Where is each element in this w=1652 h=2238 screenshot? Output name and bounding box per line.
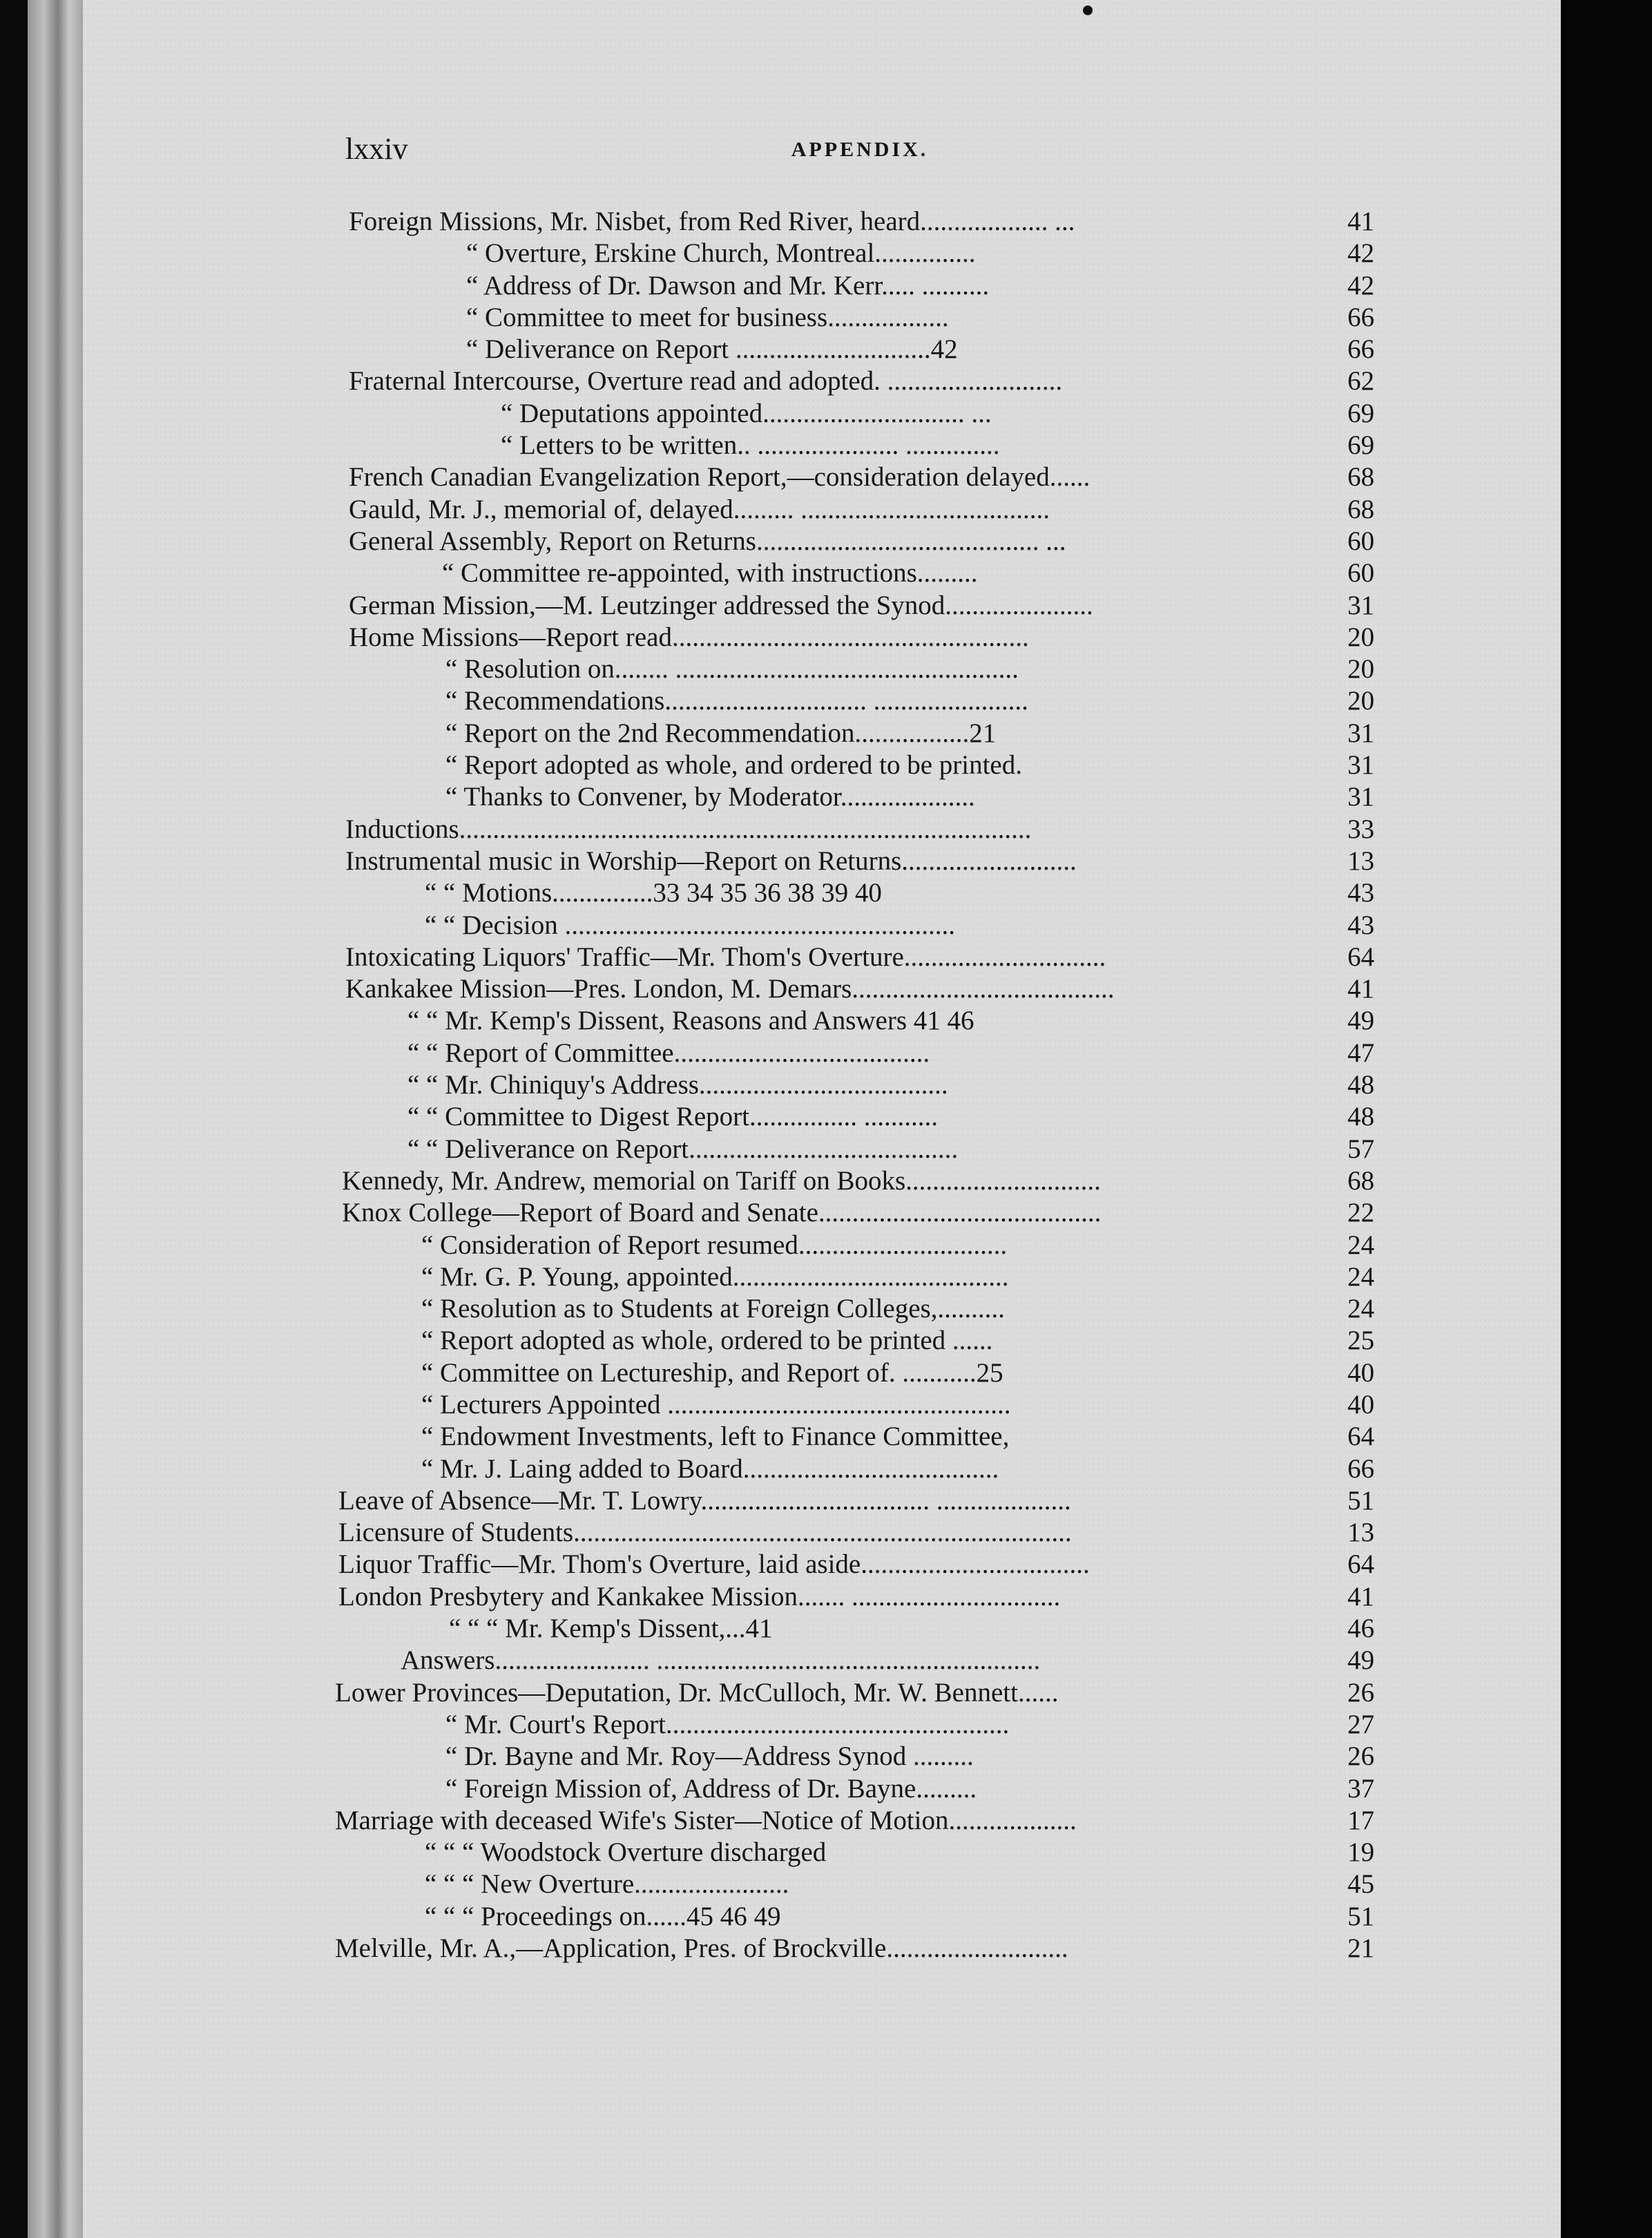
entry-page: 33 — [1347, 814, 1374, 844]
entry-text: “ Foreign Mission of, Address of Dr. Bayne......... — [445, 1773, 977, 1804]
entry-text: “ Report on the 2nd Recommendation.................21 — [445, 718, 997, 748]
entry-page: 41 — [1347, 1581, 1374, 1611]
entry-text: “ Resolution as to Students at Foreign Colleges,.......... — [421, 1294, 1005, 1324]
entry-page: 62 — [1347, 366, 1374, 396]
entry-page: 60 — [1347, 558, 1374, 589]
index-entry — [338, 1485, 1374, 1517]
entry-page: 24 — [1347, 1294, 1374, 1324]
entry-text: “ Overture, Erskine Church, Montreal............... — [466, 238, 976, 269]
index-entry — [345, 845, 1374, 877]
entry-text: “ Report adopted as whole, and ordered to be printed. — [445, 750, 1022, 781]
index-entry — [345, 461, 1374, 493]
entry-text: French Canadian Evangelization Report,—consideration delayed...... — [349, 462, 1091, 492]
index-entry — [345, 1134, 1374, 1165]
entry-text: “ “ “ Woodstock Overture discharged — [425, 1837, 827, 1868]
index-entry — [345, 590, 1374, 622]
index-entry — [345, 941, 1374, 973]
index-entry — [345, 685, 1374, 717]
index-entry — [345, 1741, 1374, 1772]
index-entry — [345, 1645, 1374, 1676]
entry-page: 20 — [1347, 654, 1374, 685]
index-entry — [345, 653, 1374, 685]
entry-page: 21 — [1347, 1933, 1374, 1964]
index-entry — [345, 1837, 1374, 1868]
index-entry — [345, 1613, 1374, 1645]
entry-page: 40 — [1347, 1357, 1374, 1388]
entry-text: Melville, Mr. A.,—Application, Pres. of Brockville........................... — [335, 1933, 1068, 1964]
index-entry — [345, 973, 1374, 1005]
entry-text: “ Lecturers Appointed ................................................... — [421, 1389, 1011, 1419]
entry-page: 51 — [1347, 1901, 1374, 1931]
entry-page: 69 — [1347, 430, 1374, 461]
entry-page: 68 — [1347, 1165, 1374, 1196]
entry-page: 49 — [1347, 1006, 1374, 1036]
index-entry — [345, 557, 1374, 589]
entry-text: Leave of Absence—Mr. T. Lowry.................................. .................... — [338, 1485, 1071, 1515]
entry-page: 66 — [1347, 334, 1374, 365]
entry-text: German Mission,—M. Leutzinger addressed the Synod...................... — [349, 590, 1093, 620]
entry-page: 60 — [1347, 526, 1374, 556]
entry-page: 31 — [1347, 782, 1374, 812]
entry-text: “ Letters to be written.. ..................... .............. — [501, 430, 1000, 461]
entry-page: 24 — [1347, 1230, 1374, 1260]
entry-text: “ “ “ Proceedings on......45 46 49 — [425, 1901, 781, 1931]
index-entry — [338, 1517, 1374, 1549]
index-entry — [345, 238, 1374, 269]
entry-page: 17 — [1347, 1805, 1374, 1835]
entry-text: Licensure of Students.......................................................................... — [338, 1518, 1072, 1548]
entry-page: 37 — [1347, 1773, 1374, 1804]
index-entry — [345, 1901, 1374, 1933]
index-entry — [342, 1165, 1374, 1197]
entry-page: 64 — [1347, 1422, 1374, 1452]
entry-text: “ Resolution on........ ................................................... — [445, 654, 1019, 685]
index-entry — [345, 1389, 1374, 1421]
entry-text: Instrumental music in Worship—Report on Returns.......................... — [345, 845, 1077, 876]
entry-page: 46 — [1347, 1614, 1374, 1644]
index-entry — [335, 1805, 1374, 1837]
entry-text: “ Consideration of Report resumed............................... — [421, 1230, 1008, 1260]
index-entry — [338, 1581, 1374, 1613]
entry-text: “ Dr. Bayne and Mr. Roy—Address Synod ......... — [445, 1741, 974, 1772]
index-entry — [345, 1037, 1374, 1069]
entry-page: 31 — [1347, 750, 1374, 781]
entry-page: 66 — [1347, 302, 1374, 332]
index-entry — [345, 1325, 1374, 1357]
entry-text: “ “ Motions...............33 34 35 36 38 39 40 — [425, 878, 882, 908]
entry-text: “ Deputations appointed.............................. ... — [501, 398, 992, 428]
entry-page: 41 — [1347, 207, 1374, 236]
entry-page: 64 — [1347, 941, 1374, 972]
entry-text: “ “ “ Mr. Kemp's Dissent,...41 — [449, 1614, 773, 1644]
entry-page: 13 — [1347, 1518, 1374, 1548]
index-entry — [345, 718, 1374, 749]
index-entry — [345, 1069, 1374, 1101]
index-entry — [335, 1933, 1374, 1964]
entry-page: 31 — [1347, 590, 1374, 620]
index-entry — [345, 270, 1374, 302]
entry-page: 26 — [1347, 1677, 1374, 1708]
index-entry — [345, 526, 1374, 557]
entry-page: 66 — [1347, 1453, 1374, 1484]
index-entries — [335, 206, 1374, 1964]
page-number: lxxiv — [345, 132, 408, 166]
entry-page: 13 — [1347, 845, 1374, 876]
entry-text: Kennedy, Mr. Andrew, memorial on Tariff on Books............................. — [342, 1165, 1101, 1196]
entry-page: 51 — [1347, 1485, 1374, 1515]
entry-text: Kankakee Mission—Pres. London, M. Demars....................................... — [345, 974, 1115, 1004]
index-entry — [335, 1677, 1374, 1709]
index-entry — [345, 749, 1374, 781]
entry-page: 19 — [1347, 1837, 1374, 1868]
index-entry — [345, 1357, 1374, 1389]
entry-text: “ “ Committee to Digest Report................ ........... — [407, 1102, 938, 1132]
entry-page: 42 — [1347, 238, 1374, 269]
entry-text: “ Report adopted as whole, ordered to be printed ...... — [421, 1326, 993, 1356]
entry-page: 41 — [1347, 974, 1374, 1004]
entry-page: 43 — [1347, 878, 1374, 908]
index-entry — [345, 1005, 1374, 1037]
index-entry — [345, 1868, 1374, 1900]
index-entry — [345, 430, 1374, 461]
entry-text: Intoxicating Liquors' Traffic—Mr. Thom's Overture.............................. — [345, 941, 1106, 972]
entry-text: “ “ Mr. Chiniquy's Address..................................... — [407, 1070, 948, 1100]
entry-page: 68 — [1347, 494, 1374, 524]
entry-text: Marriage with deceased Wife's Sister—Notice of Motion................... — [335, 1805, 1077, 1835]
ink-speck — [1083, 6, 1093, 15]
index-entry — [345, 1101, 1374, 1133]
entry-text: Fraternal Intercourse, Overture read and adopted. .......................... — [349, 366, 1063, 396]
index-entry — [338, 1549, 1374, 1580]
entry-text: “ Thanks to Convener, by Moderator.................... — [445, 782, 975, 812]
entry-text: “ “ Deliverance on Report........................................ — [407, 1134, 959, 1164]
entry-text: “ Deliverance on Report .............................42 — [466, 334, 958, 365]
entry-text: Foreign Missions, Mr. Nisbet, from Red River, heard................... ... — [349, 207, 1075, 236]
entry-page: 25 — [1347, 1326, 1374, 1356]
index-entry — [345, 494, 1374, 526]
entry-text: “ “ Decision .......................................................... — [425, 910, 956, 940]
entry-page: 22 — [1347, 1198, 1374, 1228]
entry-text: General Assembly, Report on Returns.......................................... ... — [349, 526, 1066, 556]
index-entry — [345, 781, 1374, 813]
index-entry — [345, 877, 1374, 909]
index-entry — [345, 1230, 1374, 1261]
entry-page: 69 — [1347, 398, 1374, 428]
entry-page: 68 — [1347, 462, 1374, 492]
entry-page: 42 — [1347, 270, 1374, 300]
entry-text: “ Mr. G. P. Young, appointed......................................... — [421, 1261, 1009, 1292]
entry-text: “ Committee to meet for business.................. — [466, 302, 949, 332]
entry-text: Lower Provinces—Deputation, Dr. McCulloch, Mr. W. Bennett...... — [335, 1677, 1059, 1708]
entry-text: Home Missions—Report read..................................................... — [349, 622, 1029, 652]
index-entry — [345, 302, 1374, 334]
entry-text: “ Recommendations.............................. ....................... — [445, 686, 1028, 716]
entry-page: 57 — [1347, 1134, 1374, 1164]
entry-page: 45 — [1347, 1869, 1374, 1900]
entry-page: 49 — [1347, 1645, 1374, 1676]
index-entry — [345, 1709, 1374, 1741]
index-entry — [345, 1773, 1374, 1805]
entry-text: Answers....................... ......................................................... — [401, 1645, 1041, 1676]
entry-text: “ Committee on Lectureship, and Report of. ...........25 — [421, 1357, 1003, 1388]
index-entry — [345, 814, 1374, 845]
index-entry — [345, 1293, 1374, 1325]
index-entry — [345, 1261, 1374, 1293]
entry-page: 40 — [1347, 1389, 1374, 1419]
entry-text: “ Committee re-appointed, with instructions......... — [442, 558, 978, 589]
index-entry — [345, 398, 1374, 430]
entry-page: 20 — [1347, 622, 1374, 652]
index-entry — [345, 334, 1374, 365]
entry-text: “ “ “ New Overture....................... — [425, 1869, 789, 1900]
entry-page: 24 — [1347, 1261, 1374, 1292]
entry-text: Inductions..................................................................................... — [345, 814, 1032, 844]
running-title: APPENDIX. — [791, 138, 929, 161]
entry-page: 27 — [1347, 1709, 1374, 1739]
page-binding-edge — [28, 0, 83, 2238]
entry-page: 48 — [1347, 1102, 1374, 1132]
entry-text: “ Mr. J. Laing added to Board...................................... — [421, 1453, 999, 1484]
entry-page: 64 — [1347, 1549, 1374, 1580]
index-entry — [345, 1453, 1374, 1485]
entry-text: “ Mr. Court's Report................................................... — [445, 1709, 1010, 1739]
index-entry — [345, 622, 1374, 653]
index-entry — [345, 365, 1374, 397]
entry-text: “ Address of Dr. Dawson and Mr. Kerr..... .......... — [466, 270, 990, 300]
index-entry — [345, 1421, 1374, 1453]
index-entry — [345, 206, 1374, 238]
entry-text: Knox College—Report of Board and Senate.......................................... — [342, 1198, 1102, 1228]
entry-page: 31 — [1347, 718, 1374, 748]
entry-text: “ Endowment Investments, left to Finance Committee, — [421, 1422, 1010, 1452]
entry-page: 43 — [1347, 910, 1374, 940]
scan-dark-margin — [1561, 0, 1652, 2238]
entry-page: 26 — [1347, 1741, 1374, 1772]
index-entry — [345, 910, 1374, 941]
entry-page: 48 — [1347, 1070, 1374, 1100]
entry-text: “ “ Mr. Kemp's Dissent, Reasons and Answers 41 46 — [407, 1006, 974, 1036]
entry-text: Liquor Traffic—Mr. Thom's Overture, laid aside.................................. — [338, 1549, 1090, 1580]
entry-text: “ “ Report of Committee...................................... — [407, 1037, 930, 1068]
entry-page: 47 — [1347, 1037, 1374, 1068]
page-header — [345, 131, 1374, 173]
index-entry — [342, 1197, 1374, 1229]
entry-page: 20 — [1347, 686, 1374, 716]
entry-text: Gauld, Mr. J., memorial of, delayed......... ..................................... — [349, 494, 1050, 524]
entry-text: London Presbytery and Kankakee Mission....... ............................... — [338, 1581, 1061, 1611]
